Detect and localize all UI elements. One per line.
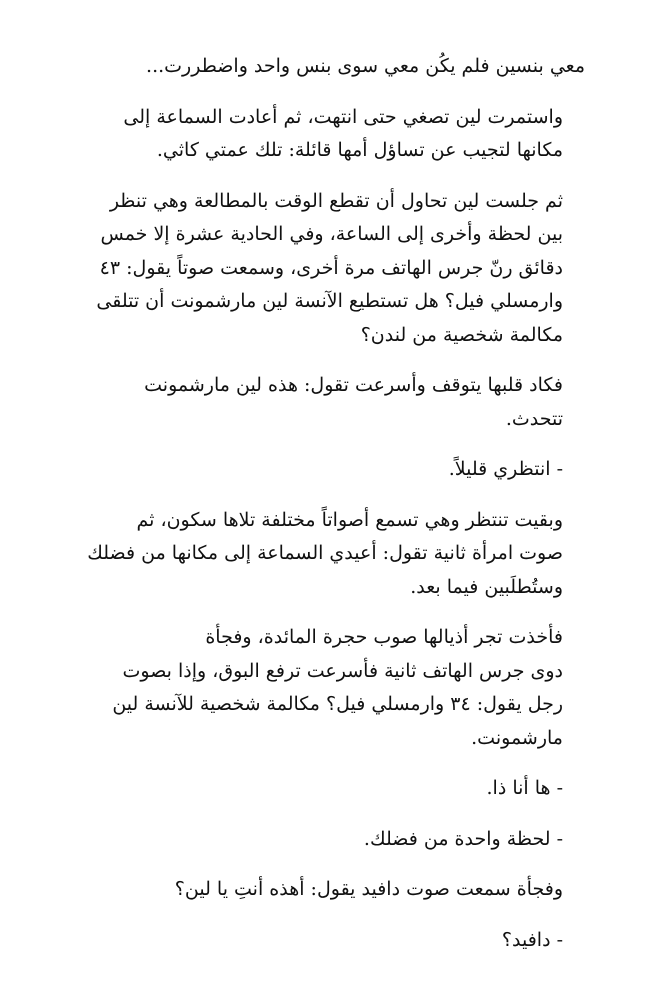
text-line: مكالمة شخصية من لندن؟: [360, 323, 563, 346]
text-line: دوى جرس الهاتف ثانية فأسرعت ترفع البوق، وإذا بصوت: [122, 659, 563, 682]
paragraph-9: [64, 823, 585, 857]
text-line: فأخذت تجر أذيالها صوب حجرة المائدة، وفجأة: [205, 626, 563, 648]
text-line: دقائق رنّ جرس الهاتف مرة أخرى، وسمعت صوتاً يقول: ٤٣: [99, 256, 563, 279]
text-line: واستمرت لين تصغي حتى انتهت، ثم أعادت السماعة إلى: [123, 105, 563, 128]
paragraph-11: [64, 924, 585, 958]
text-line: مكانها لتجيب عن تساؤل أمها قائلة: تلك عمتي كاثي.: [156, 139, 563, 161]
text-line: مارشمونت.: [471, 726, 563, 749]
text-line: بين لحظة وأخرى إلى الساعة، وفي الحادية عشرة إلا خمس: [100, 223, 563, 245]
text-line: - دافيد؟: [501, 928, 563, 951]
text-line: ثم جلست لين تحاول أن تقطع الوقت بالمطالعة وهي تنظر: [109, 189, 563, 212]
paragraph-6: [64, 504, 585, 605]
text-line: تتحدث.: [505, 407, 563, 430]
text-line: - ها أنا ذا.: [486, 777, 563, 799]
text-line: وارمسلي فيل؟ هل تستطيع الآنسة لين مارشمونت أن تتلقى: [96, 290, 563, 312]
paragraph-3: [64, 185, 585, 353]
text-line: وفجأة سمعت صوت دافيد يقول: أهذه أنتِ يا لين؟: [174, 878, 563, 900]
paragraph-5: [64, 453, 585, 487]
text-line: وستُطلَبين فيما بعد.: [410, 575, 563, 598]
paragraph-10: [64, 873, 585, 907]
paragraph-7: [64, 621, 585, 755]
text-line: وبقيت تنتظر وهي تسمع أصواتاً مختلفة تلاها سكون، ثم: [136, 508, 563, 531]
text-line: - انتظري قليلاً.: [448, 458, 563, 480]
text-line: صوت امرأة ثانية تقول: أعيدي السماعة إلى مكانها من فضلك: [87, 542, 563, 564]
paragraph-2: [64, 101, 585, 168]
paragraph-8: [64, 772, 585, 806]
paragraph-1: [64, 50, 585, 84]
paragraph-4: [64, 369, 585, 436]
text-line: - لحظة واحدة من فضلك.: [363, 827, 563, 850]
text-line: رجل يقول: ٣٤ وارمسلي فيل؟ مكالمة شخصية للآنسة لين: [112, 693, 563, 715]
text-line: معي بنسين فلم يكُن معي سوى بنس واحد واضطررت...: [146, 55, 585, 77]
text-line: فكاد قلبها يتوقف وأسرعت تقول: هذه لين مارشمونت: [144, 374, 563, 396]
